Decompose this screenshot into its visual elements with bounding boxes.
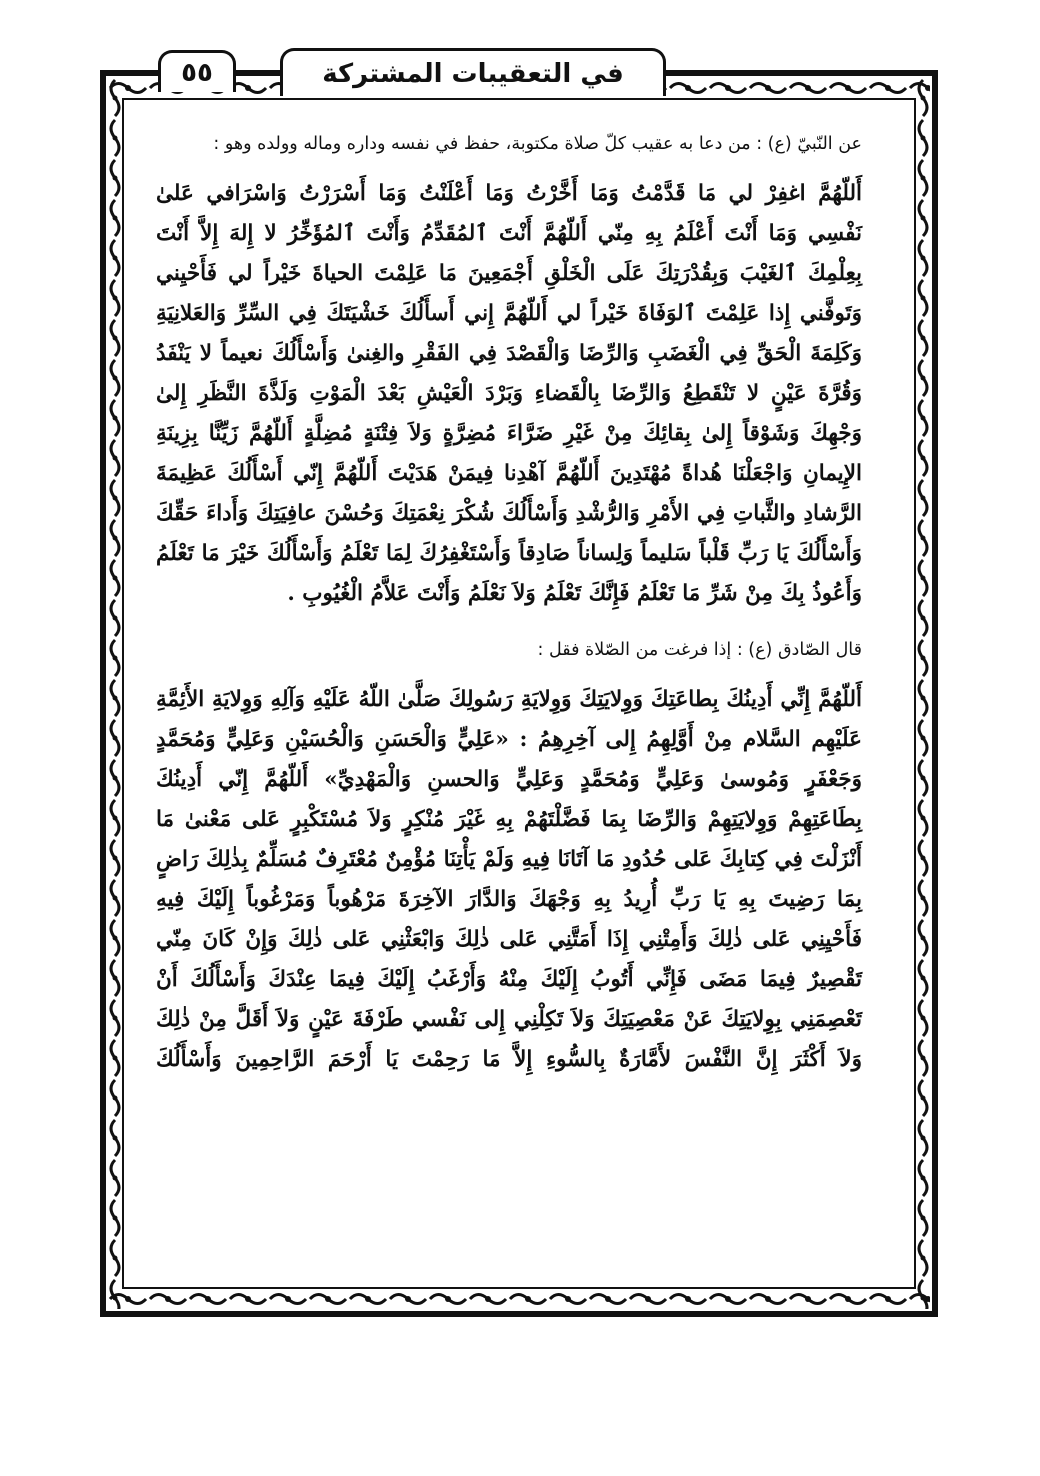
page-content — [156, 118, 862, 1096]
page-number-tab — [158, 50, 236, 92]
prayer-paragraph-1: أَللّهُمَّ اغفِرْ لي مَا قَدَّمْتُ وَمَا أَخَّرْتُ وَمَا أَعْلَنْتُ وَمَا أَسْرَرْتُ وَاسْرَافي عَلىٰ نَفْسِي وَمَا أَنْتَ أَعْلَمُ بِهِ مِنّي أَللّهُمَّ أَنْتَ ٱلمُقَدِّمُ وَأَنْتَ ٱلمُؤَخِّرُ لا إِلهَ إِلاَّ أَنْتَ بِعِلْمِكَ ٱلغَيْبَ وَبِقُدْرَتِكَ عَلَى الْخَلْقِ أَجْمَعِينَ مَا عَلِمْتَ الحياةَ خَيْراً لي فَأَحْيِني وَتَوفَّني إِذا عَلِمْتَ ٱلوَفَاةَ خَيْراً لي أَللّهُمَّ إِني أَسأَلُكَ خَشْيَتَكَ فِي السِّرِّ وَالعَلانِيَةِ وَكَلِمَةَ الْحَقِّ فِي الْغَضَبِ وَالرِّضَا وَالْقَصْدَ فِي الفَقْرِ والغِنىٰ وَأَسْأَلُكَ نعيماً لا يَنْفَدُ وَقُرَّةَ عَيْنٍ لا تَنْقَطِعُ وَالرِّضَا بِالْقَضاءِ وَبَرْدَ الْعَيْشِ بَعْدَ الْمَوْتِ وَلَذَّةَ النَّظَرِ إِلىٰ وَجْهِكَ وَشَوْقاً إِلىٰ بِقائِكَ مِنْ غَيْرِ ضَرَّاءَ مُضِرَّةٍ وَلاَ فِتْنَةٍ مُضِلَّةٍ أَللّهُمَّ زَيِّنَّا بِزِينَةِ الإِيمانِ وَاجْعَلْنَا هُداةً مُهْتَدِينَ أَللّهُمَّ آهْدِنا فِيمَنْ هَدَيْتَ أَللّهُمَّ إِنّي أَسْأَلُكَ عَظِيمَةَ الرَّشادِ والثَّباتِ فِي الأَمْرِ وَالرُّشْدِ وَأَسْأَلُكَ شُكْرَ نِعْمَتِكَ وَحُسْنَ عافِيَتِكَ وَأَداءَ حَقِّكَ وَأَسْأَلُكَ يَا رَبِّ قَلْباً سَليماً وَلِساناً صَادِقاً وَأَسْتَغْفِرُكَ لِمَا تَعْلَمُ وَأَسْأَلُكَ خَيْرَ مَا تَعْلَمُ وَأَعُوذُ بِكَ مِنْ شَرِّ مَا تَعْلَمُ فَإِنَّكَ تَعْلَمُ وَلاَ نَعْلَمُ وَأَنْتَ عَلاَّمُ الْغُيُوبِ . — [156, 181, 862, 606]
ornament-bottom — [108, 1289, 930, 1309]
ornament-right — [916, 78, 930, 1309]
intro-paragraph-1: عن النّبيّ (ع) : من دعا به عقيب كلّ صلاة مكتوبة، حفظ في نفسه وداره وماله وولده وهو : — [213, 134, 862, 154]
intro-paragraph-2: قال الصّادق (ع) : إذا فرغت من الصّلاة فقل : — [537, 640, 862, 660]
prayer-paragraph-2: أَللّهُمَّ إِنِّي أَدِينُكَ بِطاعَتِكَ وَوِلايَتِكَ وَوِلايَةِ رَسُولِكَ صَلَّىٰ اللّهُ عَلَيْهِ وَآلِهِ وَوِلايَةِ الأَئِمَّةِ عَلَيْهِم السَّلام مِنْ أَوَّلِهِمُ إِلى آخِرِهِمُ : «عَلِيٍّ وَالْحَسَنِ وَالْحُسَيْنِ وَعَلِيٍّ وَمُحَمَّدٍ وَجَعْفَرٍ وَمُوسىٰ وَعَلِيٍّ وَمُحَمَّدٍ وَعَلِيٍّ وَالحسنِ وَالْمَهْدِيِّ» أَللّهُمَّ إِنّي أَدِينُكَ بِطَاعَتِهِمْ وَوِلايَتِهِمْ وَالرِّضَا بِمَا فَضَّلْتَهُمْ بِهِ غَيْرَ مُنْكِرٍ وَلاَ مُسْتَكْبِرٍ عَلى مَعْنىٰ مَا أَنْزَلْتَ فِي كِتابِكَ عَلى حُدُودِ مَا آتَانَا فِيهِ وَلَمْ يَأْتِنَا مُؤْمِنٌ مُعْتَرِفٌ مُسَلِّمٌ بِذٰلِكَ رَاضٍ بِمَا رَضِيتَ بِهِ يَا رَبِّ أُرِيدُ بِهِ وَجْهَكَ وَالدَّارَ الآخِرَةَ مَرْهُوباً وَمَرْغُوباً إِلَيْكَ فِيهِ فَأَحْيِنِي عَلى ذٰلِكَ وَأَمِتْنِي إِذَا أَمَتَّنِي عَلى ذٰلِكَ وَابْعَثْنِي عَلى ذٰلِكَ وَإِنْ كَانَ مِنّي تَقْصِيرٌ فِيمَا مَضَى فَإِنِّي أَتُوبُ إِلَيْكَ مِنْهُ وَأَرْغَبُ إِلَيْكَ فِيمَا عِنْدَكَ وَأَسْأَلُكَ أَنْ تَعْصِمَنِي بِوِلايَتِكَ عَنْ مَعْصِيَتِكَ وَلاَ تَكِلْنِي إِلى نَفْسي طَرْفَةَ عَيْنٍ وَلاَ أَقَلَّ مِنْ ذٰلِكَ وَلاَ أَكْثَرَ إِنَّ النَّفْسَ لأَمَّارَةٌ بِالسُّوءِ إِلاَّ مَا رَحِمْتَ يَا أَرْحَمَ الرَّاحِمِينَ وَأَسْأَلُكَ — [156, 687, 862, 1072]
page-number: ٥٥ — [181, 57, 213, 88]
chapter-title: في التعقيبات المشتركة — [322, 58, 624, 89]
ornament-left — [108, 78, 122, 1309]
header-tab — [280, 48, 666, 96]
